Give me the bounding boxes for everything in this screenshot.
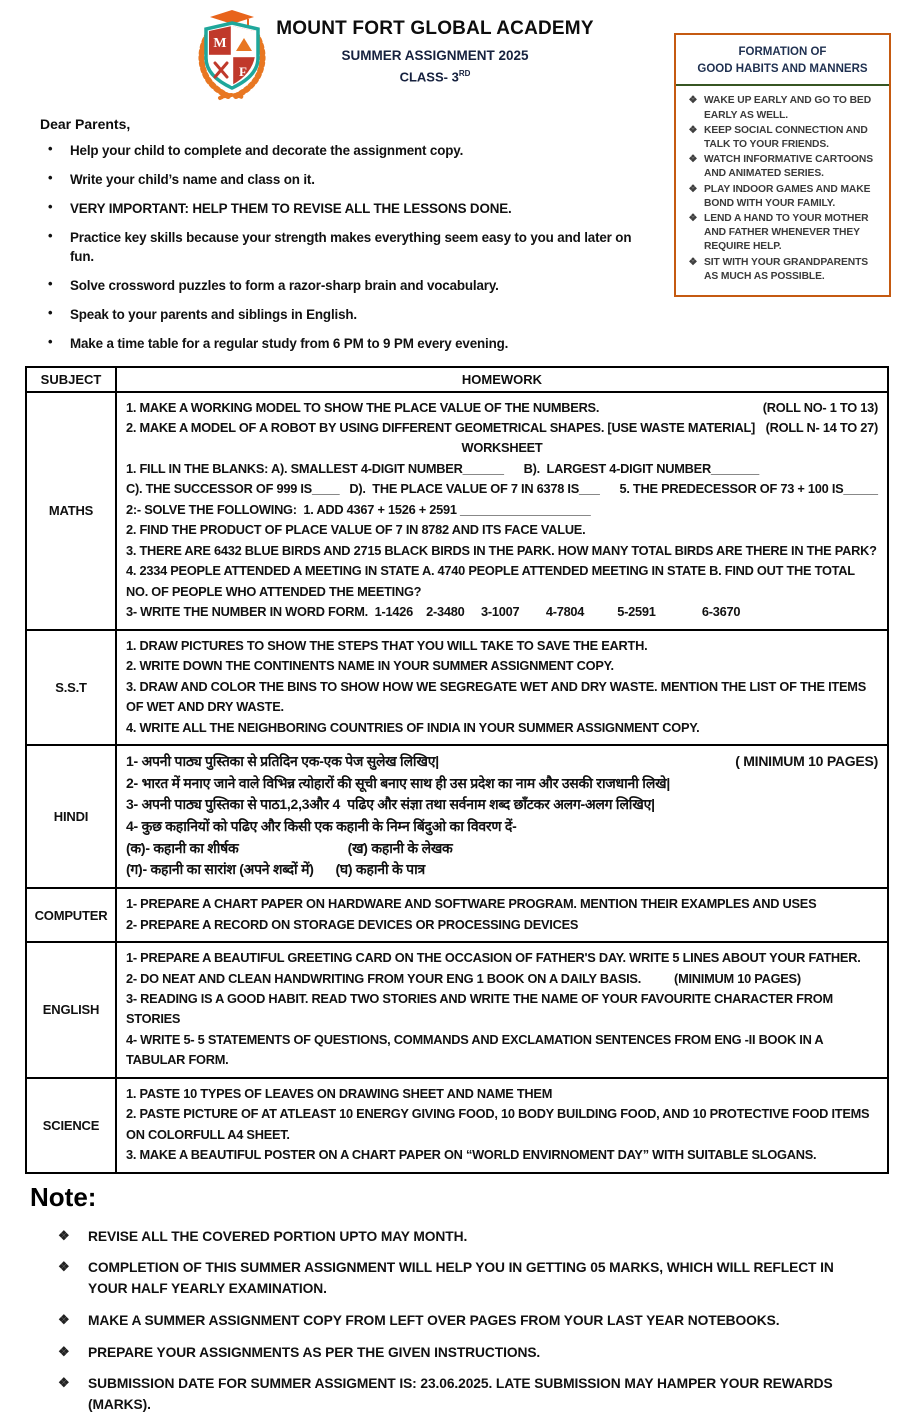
list-item-text: WAKE UP EARLY AND GO TO BED EARLY AS WELL.	[704, 95, 872, 121]
list-item	[30, 1311, 874, 1332]
homework-line: 3. THERE ARE 6432 BLUE BIRDS AND 2715 BLACK BIRDS IN THE PARK. HOW MANY TOTAL BIRDS ARE THERE IN THE PARK?	[126, 542, 877, 558]
homework-line: 4. 2334 PEOPLE ATTENDED A MEETING IN STATE A. 4740 PEOPLE ATTENDED MEETING IN STATE B. FIND OUT THE TOTAL NO. OF PEOPLE WHO ATTENDED THE MEETING?	[126, 563, 858, 599]
list-item	[682, 94, 881, 122]
habits-list	[676, 86, 889, 284]
note-list	[30, 1227, 874, 1416]
list-item	[40, 305, 654, 324]
bullet-icon: •	[48, 198, 53, 214]
list-item-text: Speak to your parents and siblings in English.	[70, 307, 358, 323]
list-item	[40, 199, 654, 218]
list-item-text: SUBMISSION DATE FOR SUMMER ASSIGMENT IS: 23.06.2025. LATE SUBMISSION MAY HAMPER YOUR REWARDS (MARKS).	[88, 1376, 833, 1412]
homework-line: 4- कुछ कहानियों को पढिए और किसी एक कहानी के निम्न बिंदुओ का विवरण दें-	[126, 818, 517, 835]
roll-annotation: ( MINIMUM 10 PAGES)	[735, 753, 878, 769]
homework-line: 3. DRAW AND COLOR THE BINS TO SHOW HOW WE SEGREGATE WET AND DRY WASTE. MENTION THE LIST OF THE ITEMS OF WET AND DRY WASTE.	[126, 678, 870, 715]
homework-line	[126, 751, 878, 773]
homework-line: 3- READING IS A GOOD HABIT. READ TWO STORIES AND WRITE THE NAME OF YOUR FAVOURITE CHARACTER FROM STORIES	[126, 991, 837, 1027]
bullet-icon: ❖	[688, 183, 698, 195]
homework-line	[126, 398, 878, 418]
roll-annotation: (ROLL N- 14 TO 27)	[765, 419, 878, 435]
list-item-text: REVISE ALL THE COVERED PORTION UPTO MAY MONTH.	[88, 1228, 468, 1244]
list-item-text: SIT WITH YOUR GRANDPARENTS AS MUCH AS POSSIBLE.	[704, 256, 869, 282]
subject-cell: COMPUTER	[26, 888, 116, 942]
list-item	[682, 256, 881, 284]
bullet-icon: •	[48, 334, 53, 350]
homework-line: (क)- कहानी का शीर्षक (ख) कहानी के लेखक	[126, 839, 453, 856]
homework-line: 2. PASTE PICTURE OF AT ATLEAST 10 ENERGY GIVING FOOD, 10 BODY BUILDING FOOD, AND 10 PROTECTIVE FOOD ITEMS ON COLORFULL A4 SHEET.	[126, 1106, 873, 1142]
subject-cell: SCIENCE	[26, 1078, 116, 1173]
homework-line-text: 1- अपनी पाठ्य पुस्तिका से प्रतिदिन एक-एक पेज सुलेख लिखिए|	[126, 753, 439, 769]
table-row	[26, 392, 888, 630]
list-item-text: Help your child to complete and decorate the assignment copy.	[70, 143, 464, 158]
list-item	[30, 1227, 874, 1248]
roll-annotation: (ROLL NO- 1 TO 13)	[762, 399, 878, 415]
homework-line: 3- WRITE THE NUMBER IN WORD FORM. 1-1426 2-3480 3-1007 4-7804 5-2591 6-3670	[126, 604, 741, 620]
school-name: MOUNT FORT GLOBAL ACADEMY	[276, 18, 594, 39]
list-item-text: PREPARE YOUR ASSIGNMENTS AS PER THE GIVEN INSTRUCTIONS.	[88, 1344, 541, 1360]
homework-line: C). THE SUCCESSOR OF 999 IS____ D). THE PLACE VALUE OF 7 IN 6378 IS___ 5. THE PREDECESSOR OF 73 + 100 IS_____	[126, 481, 878, 497]
list-item	[40, 276, 654, 295]
bullet-icon: ❖	[688, 95, 698, 107]
list-item	[682, 183, 881, 211]
subject-cell: MATHS	[26, 392, 116, 630]
svg-text:M: M	[213, 36, 227, 51]
parents-note	[40, 116, 654, 354]
homework-cell	[116, 1078, 888, 1173]
homework-line: 1. FILL IN THE BLANKS: A). SMALLEST 4-DIGIT NUMBER______ B). LARGEST 4-DIGIT NUMBER_______	[126, 460, 760, 476]
homework-cell	[116, 392, 888, 630]
list-item	[40, 334, 654, 353]
homework-line: 3- अपनी पाठ्य पुस्तिका से पाठ1,2,3और 4 पढिए और संज्ञा तथा सर्वनाम शब्द छाँटकर अलग-अलग लिखिए|	[126, 796, 655, 813]
note-section	[30, 1182, 874, 1416]
homework-line: 1- PREPARE A CHART PAPER ON HARDWARE AND SOFTWARE PROGRAM. MENTION THEIR EXAMPLES AND USES	[126, 896, 817, 912]
assignment-title: SUMMER ASSIGNMENT 2025	[341, 48, 529, 63]
homework-table	[25, 366, 889, 1174]
table-row	[26, 630, 888, 745]
homework-line: 2:- SOLVE THE FOLLOWING: 1. ADD 4367 + 1526 + 2591 ___________________	[126, 501, 591, 517]
bullet-icon: •	[48, 227, 53, 243]
title-block	[250, 18, 620, 84]
homework-line: 4. WRITE ALL THE NEIGHBORING COUNTRIES OF INDIA IN YOUR SUMMER ASSIGNMENT COPY.	[126, 719, 700, 735]
bullet-icon: ❖	[58, 1311, 70, 1327]
homework-line: 1- PREPARE A BEAUTIFUL GREETING CARD ON THE OCCASION OF FATHER'S DAY. WRITE 5 LINES ABOUT YOUR FATHER.	[126, 950, 861, 966]
list-item-text: COMPLETION OF THIS SUMMER ASSIGNMENT WILL HELP YOU IN GETTING 05 MARKS, WHICH WILL REFLECT IN YOUR HALF YEARLY EXAMINATION.	[88, 1260, 834, 1297]
list-item	[40, 170, 654, 189]
homework-cell	[116, 630, 888, 745]
subject-cell: S.S.T	[26, 630, 116, 745]
bullet-icon: ❖	[688, 124, 698, 136]
table-row	[26, 745, 888, 888]
list-item	[682, 212, 881, 255]
homework-line-text: 2. MAKE A MODEL OF A ROBOT BY USING DIFFERENT GEOMETRICAL SHAPES. [USE WASTE MATERIAL]	[126, 419, 756, 435]
greeting: Dear Parents,	[40, 116, 131, 132]
homework-header: HOMEWORK	[116, 367, 888, 392]
bullet-icon: ❖	[58, 1227, 70, 1243]
homework-line: 2. WRITE DOWN THE CONTINENTS NAME IN YOUR SUMMER ASSIGNMENT COPY.	[126, 658, 614, 674]
list-item	[40, 141, 654, 160]
bullet-icon: ❖	[688, 212, 698, 224]
list-item	[682, 124, 881, 152]
bullet-icon: •	[48, 169, 53, 185]
list-item	[30, 1374, 874, 1415]
table-header-row	[26, 367, 888, 392]
homework-line: 2- PREPARE A RECORD ON STORAGE DEVICES OR PROCESSING DEVICES	[126, 916, 579, 932]
class-label: CLASS- 3RD	[399, 69, 471, 85]
bullet-icon: •	[48, 276, 53, 292]
table-row	[26, 942, 888, 1078]
list-item	[40, 228, 654, 267]
list-item-text: VERY IMPORTANT: HELP THEM TO REVISE ALL THE LESSONS DONE.	[70, 200, 512, 216]
good-habits-box	[674, 33, 891, 297]
homework-line: (ग)- कहानी का सारांश (अपने शब्दों में) (घ) कहानी के पात्र	[126, 861, 425, 878]
list-item-text: Write your child’s name and class on it.	[70, 171, 315, 187]
homework-line: 2- भारत में मनाए जाने वाले विभिन्न त्योहारों की सूची बनाए साथ ही उस प्रदेश का नाम और उसकी राजधानी लिखे|	[126, 774, 671, 791]
bullet-icon: ❖	[688, 154, 698, 166]
homework-line: 2- DO NEAT AND CLEAN HANDWRITING FROM YOUR ENG 1 BOOK ON A DAILY BASIS. (MINIMUM 10 PAGES)	[126, 970, 801, 986]
bullet-icon: •	[48, 141, 53, 156]
homework-line: WORKSHEET	[461, 440, 543, 456]
bullet-icon: ❖	[688, 256, 698, 268]
list-item-text: MAKE A SUMMER ASSIGNMENT COPY FROM LEFT OVER PAGES FROM YOUR LAST YEAR NOTEBOOKS.	[88, 1312, 780, 1328]
homework-cell	[116, 942, 888, 1078]
homework-cell	[116, 888, 888, 942]
subject-cell: HINDI	[26, 745, 116, 888]
note-heading: Note:	[30, 1181, 97, 1212]
bullet-icon: ❖	[58, 1375, 70, 1391]
habits-box-title: FORMATION OF GOOD HABITS AND MANNERS	[697, 46, 868, 75]
list-item-text: Solve crossword puzzles to form a razor-sharp brain and vocabulary.	[70, 278, 499, 294]
bullet-icon: ❖	[58, 1259, 70, 1275]
parents-bullet-list	[40, 141, 654, 354]
list-item-text: LEND A HAND TO YOUR MOTHER AND FATHER WHENEVER THEY REQUIRE HELP.	[704, 212, 869, 253]
homework-line: 1. DRAW PICTURES TO SHOW THE STEPS THAT YOU WILL TAKE TO SAVE THE EARTH.	[126, 637, 648, 653]
class-ordinal: RD	[458, 69, 471, 78]
table-row	[26, 888, 888, 942]
homework-line: 1. PASTE 10 TYPES OF LEAVES ON DRAWING SHEET AND NAME THEM	[126, 1085, 553, 1101]
list-item	[682, 153, 881, 181]
table-row	[26, 1078, 888, 1173]
subject-cell: ENGLISH	[26, 942, 116, 1078]
list-item-text: Make a time table for a regular study from 6 PM to 9 PM every evening.	[70, 336, 509, 352]
homework-line	[126, 418, 878, 438]
subject-header: SUBJECT	[26, 367, 116, 392]
bullet-icon: ❖	[58, 1343, 70, 1359]
homework-line: 4- WRITE 5- 5 STATEMENTS OF QUESTIONS, COMMANDS AND EXCLAMATION SENTENCES FROM ENG -II BOOK IN A TABULAR FORM.	[126, 1031, 827, 1068]
homework-line: 2. FIND THE PRODUCT OF PLACE VALUE OF 7 IN 8782 AND ITS FACE VALUE.	[126, 522, 586, 538]
svg-text:F: F	[239, 64, 247, 79]
list-item	[30, 1343, 874, 1364]
homework-line: 3. MAKE A BEAUTIFUL POSTER ON A CHART PAPER ON “WORLD ENVIRNOMENT DAY” WITH SUITABLE SLOGANS.	[126, 1147, 817, 1163]
list-item-text: KEEP SOCIAL CONNECTION AND TALK TO YOUR FRIENDS.	[704, 124, 868, 150]
list-item-text: Practice key skills because your strength makes everything seem easy to you and later on fun.	[70, 229, 635, 265]
list-item-text: PLAY INDOOR GAMES AND MAKE BOND WITH YOUR FAMILY.	[704, 183, 871, 209]
bullet-icon: •	[48, 305, 53, 321]
homework-cell	[116, 745, 888, 888]
list-item-text: WATCH INFORMATIVE CARTOONS AND ANIMATED SERIES.	[704, 154, 874, 180]
homework-line-text: 1. MAKE A WORKING MODEL TO SHOW THE PLACE VALUE OF THE NUMBERS.	[126, 399, 600, 415]
list-item	[30, 1258, 874, 1299]
